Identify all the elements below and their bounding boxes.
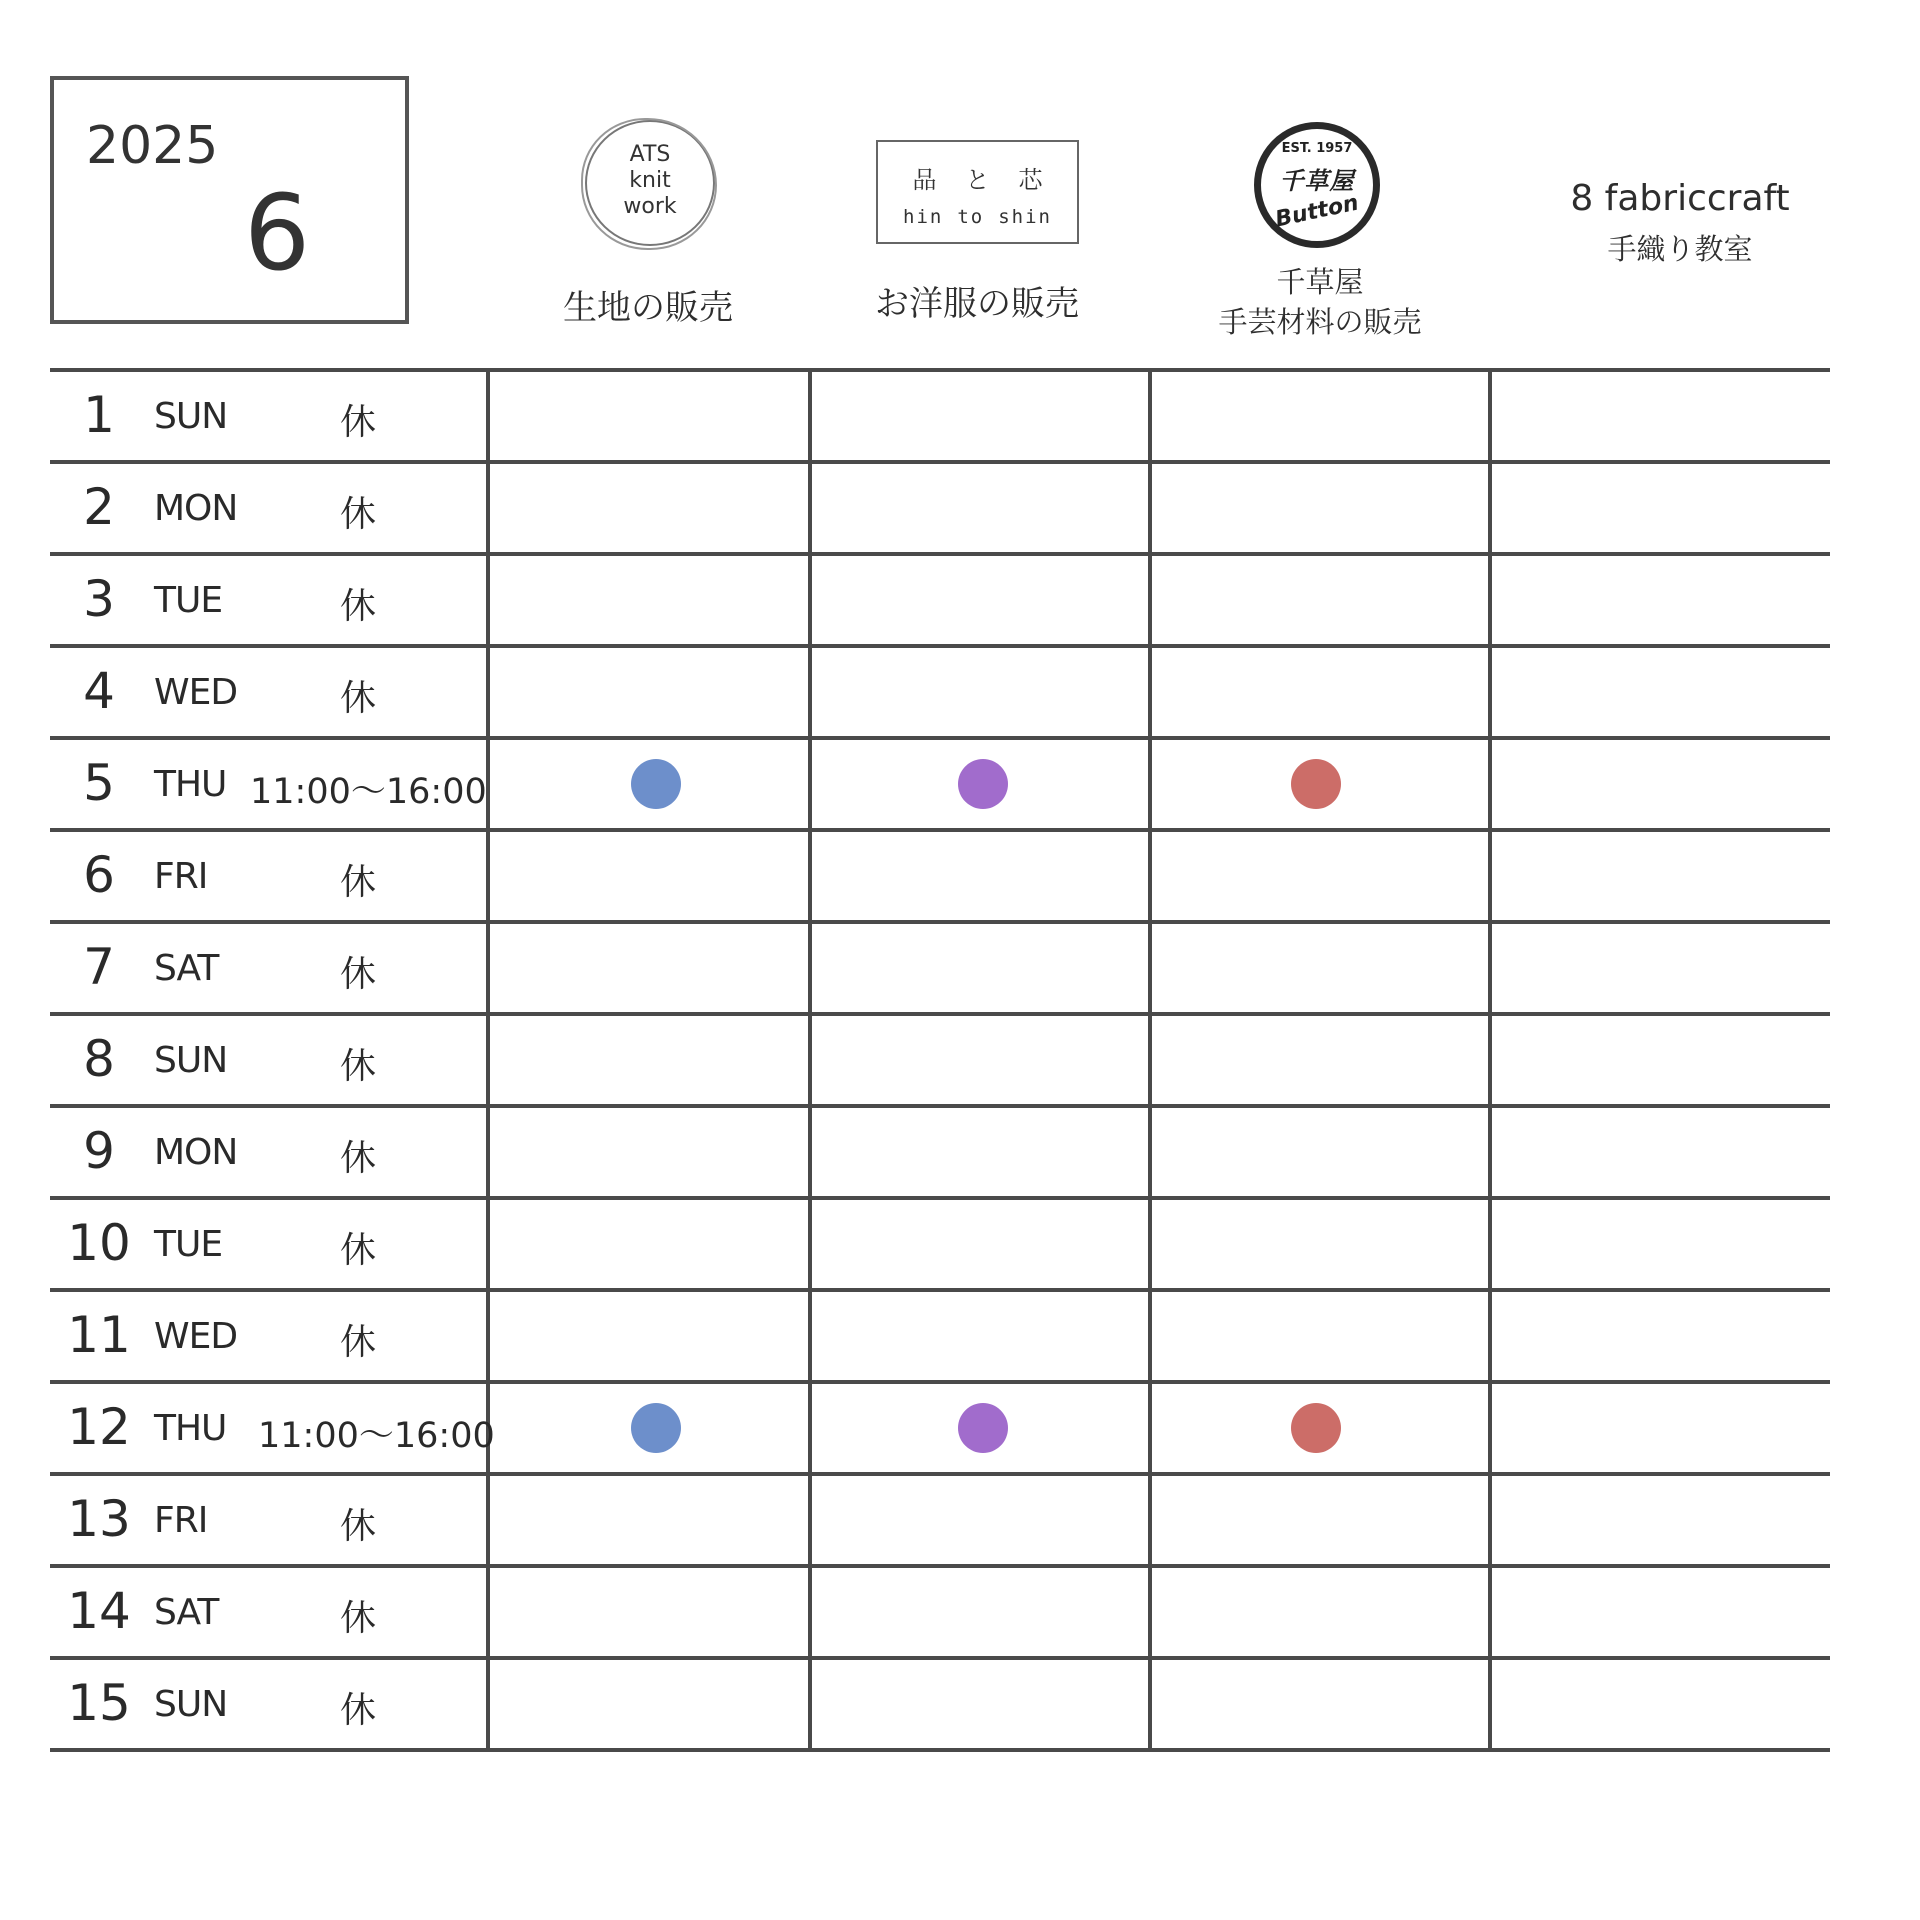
column-label-craft-line2: 手芸材料の販売 [1218,305,1422,339]
hin-logo-word: shin [998,206,1052,228]
day-number: 11 [67,1306,131,1364]
day-number: 6 [83,846,115,904]
hin-logo-char: と [965,166,990,194]
ats-logo-line: knit [629,168,671,193]
closed-mark: 休 [340,1506,377,1547]
day-number: 3 [83,570,115,628]
day-number: 1 [83,386,115,444]
row-divider [50,1196,1830,1200]
day-of-week: TUE [154,580,223,621]
day-of-week: SUN [154,1684,228,1725]
day-of-week: THU [154,764,227,805]
column-divider [486,370,490,1750]
fabriccraft-sub: 手織り教室 [1607,232,1753,266]
hin-logo-word: to [957,206,985,228]
hin-logo-char: 品 [912,166,937,194]
day-of-week: SAT [154,948,219,989]
row-divider [50,460,1830,464]
hin-to-shin-logo [876,140,1079,244]
day-of-week: THU [154,1408,227,1449]
fabriccraft-name: 8 fabriccraft [1570,178,1790,219]
open-dot-clothes [958,759,1008,809]
fabriccraft-header [1540,178,1820,268]
column-label-craft [1195,262,1445,342]
day-number: 15 [67,1674,131,1732]
day-number: 2 [83,478,115,536]
day-of-week: MON [154,1132,238,1173]
logo-name: 千草屋 [1279,167,1355,195]
closed-mark: 休 [340,494,377,535]
day-of-week: SUN [154,1040,228,1081]
row-divider [50,1748,1830,1752]
day-of-week: MON [154,488,238,529]
logo-button: Button [1273,190,1361,233]
day-of-week: SUN [154,396,228,437]
day-of-week: WED [154,1316,238,1357]
row-divider [50,828,1830,832]
hin-logo-char: 芯 [1018,166,1043,194]
closed-mark: 休 [340,1230,377,1271]
open-dot-fabric [631,1403,681,1453]
day-of-week: FRI [154,856,208,897]
day-number: 7 [83,938,115,996]
closed-mark: 休 [340,678,377,719]
day-number: 5 [83,754,115,812]
open-dot-craft [1291,1403,1341,1453]
closed-mark: 休 [340,1046,377,1087]
day-of-week: FRI [154,1500,208,1541]
row-divider [50,1012,1830,1016]
open-dot-clothes [958,1403,1008,1453]
open-dot-craft [1291,759,1341,809]
closed-mark: 休 [340,1690,377,1731]
closed-mark: 休 [340,586,377,627]
opening-hours: 11:00〜16:00 [250,772,487,812]
closed-mark: 休 [340,1138,377,1179]
month-box [50,76,409,324]
day-number: 9 [83,1122,115,1180]
closed-mark: 休 [340,954,377,995]
row-divider [50,644,1830,648]
opening-hours: 11:00〜16:00 [258,1416,495,1456]
hin-logo-word: hin [903,206,944,228]
logo-est: EST. 1957 [1281,141,1353,156]
day-number: 14 [67,1582,131,1640]
column-label-craft-line1: 千草屋 [1276,265,1364,299]
row-divider [50,920,1830,924]
closed-mark: 休 [340,402,377,443]
ats-knit-work-logo [585,120,715,246]
year-label: 2025 [86,116,219,176]
month-label: 6 [244,172,311,294]
day-number: 8 [83,1030,115,1088]
column-label-fabric: 生地の販売 [563,288,733,328]
column-divider [808,370,812,1750]
column-label-clothes: お洋服の販売 [875,284,1079,324]
ats-logo-line: ATS [629,142,671,167]
row-divider [50,1472,1830,1476]
closed-mark: 休 [340,1322,377,1363]
column-divider [1148,370,1152,1750]
row-divider [50,1564,1830,1568]
row-divider [50,1380,1830,1384]
day-number: 4 [83,662,115,720]
day-of-week: SAT [154,1592,219,1633]
ats-logo-line: work [623,194,677,219]
chigusaya-button-logo [1254,122,1380,248]
day-number: 13 [67,1490,131,1548]
row-divider [50,1656,1830,1660]
row-divider [50,368,1830,372]
open-dot-fabric [631,759,681,809]
row-divider [50,1288,1830,1292]
row-divider [50,736,1830,740]
closed-mark: 休 [340,862,377,903]
row-divider [50,552,1830,556]
closed-mark: 休 [340,1598,377,1639]
day-number: 12 [67,1398,131,1456]
day-of-week: TUE [154,1224,223,1265]
day-of-week: WED [154,672,238,713]
column-divider [1488,370,1492,1750]
day-number: 10 [67,1214,131,1272]
row-divider [50,1104,1830,1108]
